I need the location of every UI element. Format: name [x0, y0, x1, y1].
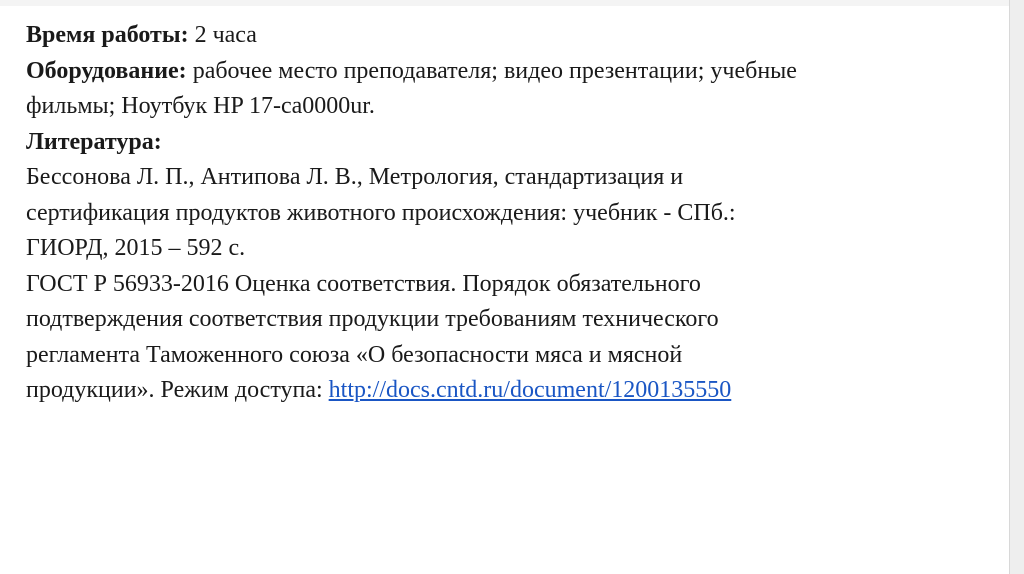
time-label: Время работы:	[26, 22, 189, 48]
literature-line: подтверждения соответствия продукции требованиям технического	[26, 306, 719, 332]
document-link[interactable]: http://docs.cntd.ru/document/1200135550	[328, 377, 732, 403]
slide-right-border	[1010, 0, 1024, 574]
literature-line: Бессонова Л. П., Антипова Л. В., Метрология, стандартизация и	[26, 164, 684, 190]
slide-text-body	[26, 18, 926, 409]
equipment-value-part-1: рабочее место преподавателя; видео презентации; учебные	[192, 57, 797, 84]
equipment-value-part-2: фильмы; Ноутбук HP 17-ca0000ur.	[26, 93, 375, 119]
time-line	[26, 18, 926, 54]
equipment-line-1	[26, 54, 926, 90]
time-value: 2 часа	[194, 22, 257, 48]
literature-line: сертификация продуктов животного происхождения: учебник - СПб.:	[26, 199, 736, 226]
equipment-line-2	[26, 89, 926, 125]
literature-line: ГИОРД, 2015 – 592 с.	[26, 235, 246, 261]
slide-top-border	[0, 0, 1024, 6]
literature-line: ГОСТ Р 56933-2016 Оценка соответствия. Порядок обязательного	[26, 270, 701, 297]
literature-heading: Литература:	[26, 128, 162, 155]
literature-line: регламента Таможенного союза «О безопасности мяса и мясной	[26, 341, 683, 368]
equipment-label: Оборудование:	[26, 57, 187, 84]
access-mode-text: продукции». Режим доступа:	[26, 377, 329, 403]
literature-last-line	[26, 373, 926, 409]
